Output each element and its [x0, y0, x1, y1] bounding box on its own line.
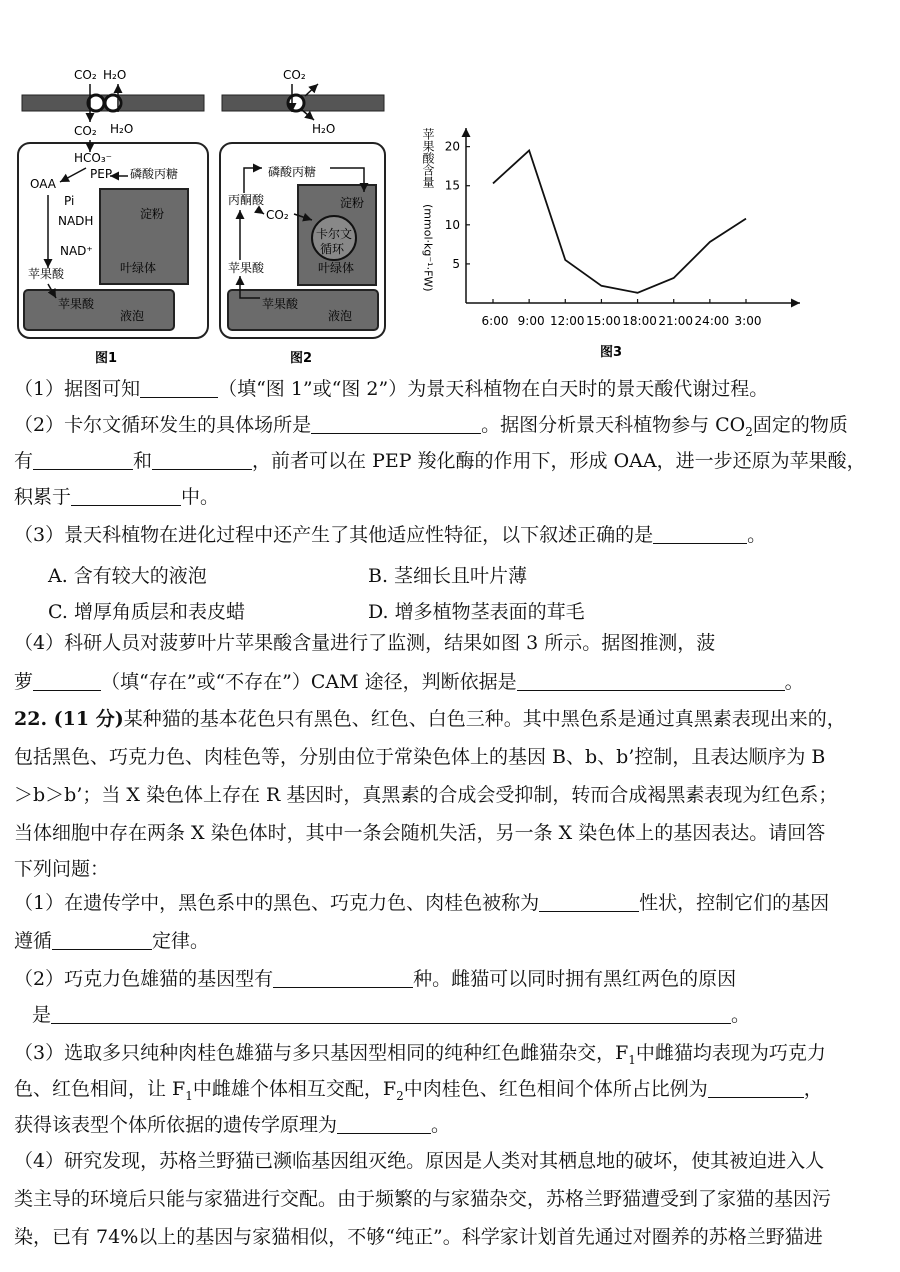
fig2-bottom-h2o: H₂O — [312, 122, 336, 136]
fig3-caption: 图3 — [600, 345, 623, 360]
answer-blank[interactable] — [33, 668, 101, 691]
q21-part1: （1）据图可知 （填“图 1”或“图 2”）为景天科植物在白天时的景天酸代谢过程。 — [14, 370, 892, 408]
fig1-pi: Pi — [64, 194, 75, 208]
fig1-vacuole: 液泡 — [120, 309, 145, 323]
q22-intro-line5: 下列问题： — [14, 858, 110, 880]
q22-intro-line2: 包括黑色、巧克力色、肉桂色等，分别由位于常染色体上的基因 B、b、b’控制，且表达顺序为 B — [14, 746, 826, 768]
chart-series-line — [493, 151, 746, 293]
fig1-bottom-co2: CO₂ — [74, 124, 97, 138]
answer-blank[interactable] — [152, 447, 252, 470]
answer-blank[interactable] — [708, 1075, 804, 1098]
q22-part3-line3: 获得该表型个体所依据的遗传学原理为 。 — [14, 1106, 892, 1144]
q22-part4-line3: 染，已有 74%以上的基因与家猫相似，不够“纯正”。科学家计划首先通过对圈养的苏格兰野猫进 — [14, 1226, 823, 1248]
chart-y-tick-label: 10 — [444, 217, 460, 232]
figure-3-chart — [421, 128, 800, 360]
figure-2 — [220, 68, 385, 366]
fig2-pyruvate: 丙酮酸 — [228, 193, 265, 207]
fig1-starch: 淀粉 — [140, 207, 165, 221]
fig2-vacuole: 液泡 — [328, 309, 353, 323]
question-number: 22. (11 分) — [14, 708, 124, 730]
fig2-calvin: 卡尔文 — [316, 227, 353, 241]
answer-blank[interactable] — [51, 1001, 731, 1024]
chart-x-tick-label: 3:00 — [734, 314, 762, 328]
option-c: C. 增厚角质层和表皮蜡 — [48, 601, 245, 623]
answer-blank[interactable] — [71, 483, 181, 506]
chart-y-tick-label: 5 — [452, 256, 460, 271]
fig1-nad: NAD⁺ — [60, 244, 93, 258]
answer-blank[interactable] — [140, 375, 218, 398]
fig2-triose: 磷酸丙糖 — [268, 165, 317, 179]
vacuole-shape — [24, 290, 174, 330]
fig2-starch: 淀粉 — [340, 196, 365, 210]
q22-intro-line4: 当体细胞中存在两条 X 染色体时，其中一条会随机失活，另一条 X 染色体上的基因表达。请回答 — [14, 822, 826, 844]
q22-intro-line1: 22. (11 分)某种猫的基本花色只有黑色、红色、白色三种。其中黑色系是通过真黑素表现出来的， — [14, 708, 846, 730]
chart-x-tick-label: 18:00 — [622, 314, 657, 328]
fig2-co2: CO₂ — [266, 208, 289, 222]
option-d: D. 增多植物茎表面的茸毛 — [368, 601, 585, 623]
q22-part4-line2: 类主导的环境后只能与家猫进行交配。由于频繁的与家猫杂交，苏格兰野猫遭受到了家猫的基因污 — [14, 1188, 832, 1210]
answer-blank[interactable] — [273, 965, 413, 988]
vacuole-shape — [228, 290, 378, 330]
q22-part1-line2: 遵循 定律。 — [14, 922, 892, 960]
q22-intro-line3: ＞b＞b’；当 X 染色体上存在 R 基因时，真黑素的合成会受抑制，转而合成褐黑素表现为红色系； — [14, 784, 838, 806]
q22-part3-line1: （3）选取多只纯种肉桂色雄猫与多只基因型相同的纯种红色雌猫杂交，$F_1$中雌猫均表现为巧克力 — [14, 1042, 826, 1067]
answer-blank[interactable] — [337, 1111, 431, 1134]
figure-1 — [18, 68, 208, 366]
q22-part1-line1: （1）在遗传学中，黑色系中的黑色、巧克力色、肉桂色被称为 性状，控制它们的基因 — [14, 884, 892, 922]
answer-blank[interactable] — [311, 411, 481, 434]
fig2-top-co2: CO₂ — [283, 68, 306, 82]
q21-part4-line1: （4）科研人员对菠萝叶片苹果酸含量进行了监测，结果如图 3 所示。据图推测，菠 — [14, 632, 716, 654]
q21-part2-line2: 有 和 ，前者可以在 PEP 羧化酶的作用下，形成 OAA，进一步还原为苹果酸， — [14, 442, 892, 480]
answer-blank[interactable] — [539, 889, 639, 912]
chart-y-tick-label: 15 — [444, 178, 460, 193]
answer-blank[interactable] — [52, 927, 152, 950]
answer-blank[interactable] — [517, 668, 785, 691]
fig1-nadh: NADH — [58, 214, 94, 228]
chart-x-tick-label: 24:00 — [694, 314, 730, 328]
answer-blank[interactable] — [33, 447, 133, 470]
figure-panel — [0, 0, 900, 372]
chart-ylabel-unit: (mmol·kg⁻¹·FW) — [421, 204, 435, 292]
fig1-triose: 磷酸丙糖 — [130, 167, 179, 181]
fig1-top-h2o: H₂O — [103, 68, 127, 82]
q21-part2-line3: 积累于 中。 — [14, 478, 892, 516]
q21-part4-line2: 萝 （填“存在”或“不存在”）CAM 途径，判断依据是 。 — [14, 663, 892, 701]
chart-x-tick-label: 12:00 — [549, 314, 585, 328]
fig2-caption: 图2 — [290, 351, 313, 366]
fig2-malate: 苹果酸 — [228, 261, 265, 275]
chart-x-tick-label: 6:00 — [481, 314, 509, 328]
option-a: A. 含有较大的液泡 — [48, 565, 207, 587]
q22-part2-line1: （2）巧克力色雄猫的基因型有 种。雌猫可以同时拥有黑红两色的原因 — [14, 960, 892, 998]
chart-ylabel-main: 苹果酸含量 — [421, 128, 435, 188]
fig2-chloroplast: 叶绿体 — [318, 261, 355, 275]
option-b: B. 茎细长且叶片薄 — [368, 565, 528, 587]
fig1-malate-vacuole: 苹果酸 — [58, 297, 95, 311]
q22-part4-line1: （4）研究发现，苏格兰野猫已濒临基因组灭绝。原因是人类对其栖息地的破坏，使其被迫进入人 — [14, 1150, 825, 1172]
fig2-malate-vacuole: 苹果酸 — [262, 297, 299, 311]
chart-x-tick-label: 15:00 — [586, 314, 621, 328]
fig1-top-co2: CO₂ — [74, 68, 97, 82]
fig1-malate: 苹果酸 — [28, 267, 65, 281]
q22-part3-line2: 色、红色相间，让 $F_1$中雌雄个体相互交配，$F_2$中肉桂色、红色相间个体所占比例为 ， — [14, 1070, 892, 1115]
fig1-bottom-h2o: H₂O — [110, 122, 134, 136]
chart-x-tick-label: 9:00 — [517, 314, 545, 328]
q22-part2-line2: 是 。 — [14, 996, 892, 1034]
fig2-cycle: 循环 — [320, 242, 345, 256]
fig1-caption: 图1 — [95, 351, 118, 366]
fig1-oaa: OAA — [30, 177, 56, 191]
fig1-chloroplast: 叶绿体 — [120, 261, 157, 275]
answer-blank[interactable] — [653, 521, 747, 544]
fig1-pep: PEP — [90, 167, 113, 181]
q21-part2-line1: （2）卡尔文循环发生的具体场所是 。据图分析景天科植物参与 $CO_2$固定的物质 — [14, 406, 892, 451]
q21-part3-stem: （3）景天科植物在进化过程中还产生了其他适应性特征，以下叙述正确的是 。 — [14, 516, 892, 554]
fig1-hco3: HCO₃⁻ — [74, 151, 112, 165]
chart-y-tick-label: 20 — [444, 139, 460, 154]
chart-x-tick-label: 21:00 — [658, 314, 694, 328]
stomata-icon — [288, 95, 304, 111]
